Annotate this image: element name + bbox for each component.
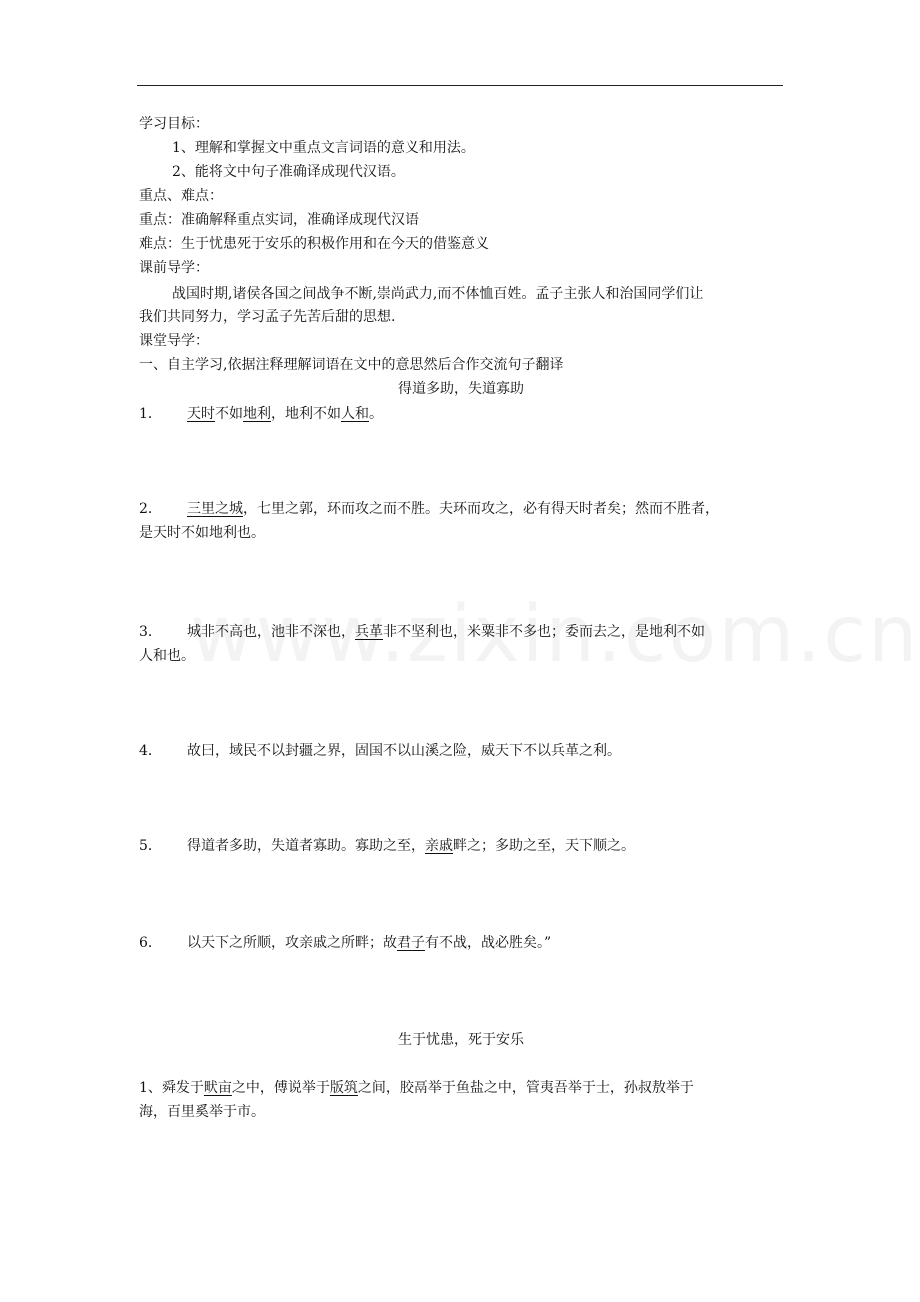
underlined-term: 兵革: [355, 624, 383, 640]
text-segment: 不如: [215, 406, 243, 422]
underlined-term: 亲戚: [425, 838, 453, 854]
sentence-number: 3．: [139, 624, 162, 640]
text-segment: 1、舜发于: [139, 1080, 204, 1096]
text-segment: 得道者多助，失道者寡助。寡助之至，: [187, 838, 425, 854]
preview-heading: 课前导学：: [139, 260, 209, 276]
underlined-term: 地利: [243, 406, 271, 422]
sentence-5: [139, 836, 635, 856]
text-segment: 城非不高也，池非不深也，: [187, 624, 355, 640]
key-point: 重点：准确解释重点实词，准确译成现代汉语: [139, 212, 419, 228]
text-segment: 。: [369, 406, 383, 422]
text-segment: 故曰，域民不以封疆之界，固国不以山溪之险，威天下不以兵革之利。: [187, 743, 621, 759]
sentence-3-cont: 人和也。: [139, 648, 195, 664]
text-segment: 之中，傅说举于: [231, 1080, 330, 1096]
sentence-6: [139, 933, 551, 953]
objectives-heading: 学习目标：: [139, 116, 209, 132]
classroom-task: 一、自主学习,依据注释理解词语在文中的意思然后合作交流句子翻译: [139, 357, 564, 373]
text-segment: 以天下之所顺，攻亲戚之所畔；故: [187, 935, 397, 951]
objective-2: 2、能将文中句子准确译成现代汉语。: [172, 164, 405, 180]
sentence-number: 4．: [139, 743, 162, 759]
text-segment: 有不战，战必胜矣。”: [425, 935, 552, 951]
sentence-2-cont: 是天时不如地利也。: [139, 525, 265, 541]
preview-para-line2: 我们共同努力，学习孟子先苦后甜的思想.: [139, 309, 396, 325]
difficult-point: 难点：生于忧患死于安乐的积极作用和在今天的借鉴意义: [139, 236, 489, 252]
text-segment: ，地利不如: [271, 406, 341, 422]
preview-para-line1: 战国时期,诸侯各国之间战争不断,崇尚武力,而不体恤百姓。孟子主张人和治国同学们让: [172, 286, 704, 302]
underlined-term: 君子: [397, 935, 425, 951]
section2-title: 生于忧患，死于安乐: [398, 1032, 524, 1048]
sentence-1: [139, 404, 383, 424]
classroom-heading: 课堂导学：: [139, 333, 209, 349]
text-segment: ，七里之郭，环而攻之而不胜。夫环而攻之，必有得天时者矣；然而不胜者，: [243, 501, 719, 517]
sentence-number: 5．: [139, 838, 162, 854]
keypoints-heading: 重点、难点：: [139, 188, 223, 204]
text-segment: 畔之；多助之至，天下顺之。: [453, 838, 635, 854]
sentence-4: [139, 741, 621, 761]
objective-1: 1、理解和掌握文中重点文言词语的意义和用法。: [172, 140, 475, 156]
sentence-number: 2．: [139, 501, 162, 517]
section2-sentence-1: [139, 1078, 694, 1098]
underlined-term: 三里之城: [187, 501, 243, 517]
header-rule: [137, 85, 783, 86]
section1-title: 得道多助，失道寡助: [398, 381, 524, 397]
underlined-term: 畎亩: [203, 1080, 232, 1096]
text-segment: 非不坚利也，米粟非不多也；委而去之，是地利不如: [383, 624, 705, 640]
sentence-number: 6．: [139, 935, 162, 951]
sentence-number: 1．: [139, 406, 162, 422]
section2-sentence-1-cont: 海，百里奚举于市。: [139, 1104, 265, 1120]
text-segment: 之间，胶鬲举于鱼盐之中，管夷吾举于士，孙叔敖举于: [357, 1080, 694, 1096]
sentence-3: [139, 622, 705, 642]
underlined-term: 人和: [341, 406, 369, 422]
underlined-term: 天时: [187, 406, 215, 422]
sentence-2: [139, 499, 719, 519]
underlined-term: 版筑: [329, 1080, 358, 1096]
